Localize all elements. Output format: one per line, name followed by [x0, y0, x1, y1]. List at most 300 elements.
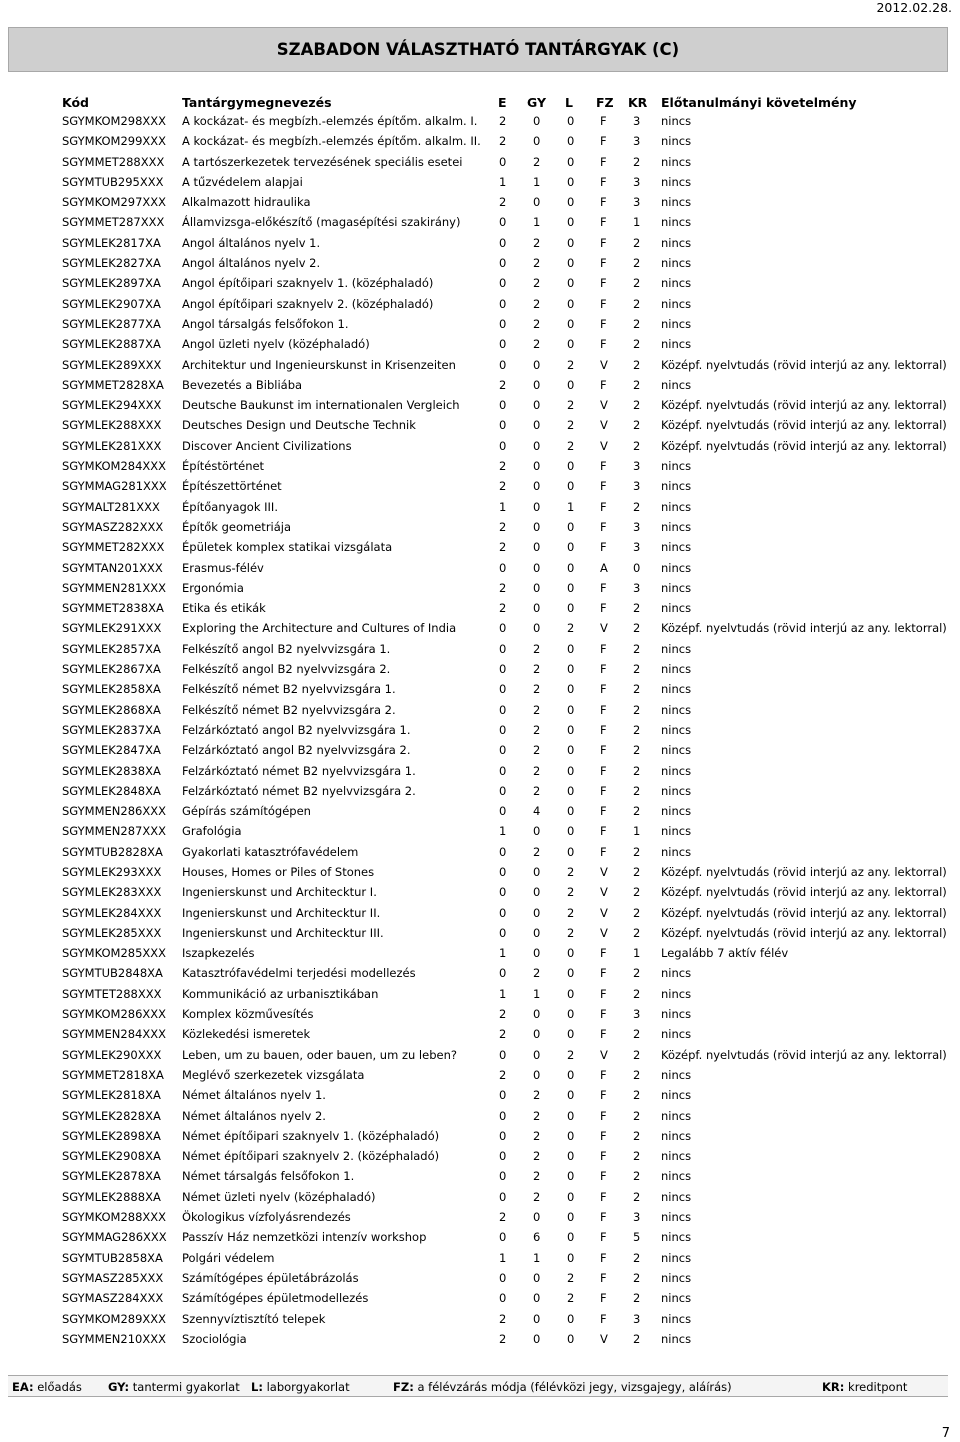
cell-kovetelmeny: Középf. nyelvtudás (rövid interjú az any. lektorral)	[661, 905, 947, 920]
table-row	[0, 253, 960, 273]
cell-kr: 2	[633, 743, 641, 758]
cell-nev: Gyakorlati katasztrófavédelem	[182, 844, 359, 859]
cell-kovetelmeny: nincs	[661, 682, 692, 697]
cell-kovetelmeny: nincs	[661, 662, 692, 677]
legend-kr	[822, 1380, 907, 1394]
cell-nev: Etika és etikák	[182, 601, 266, 616]
cell-e: 0	[499, 154, 507, 169]
cell-nev: Erasmus-félév	[182, 560, 264, 575]
cell-fz: F	[600, 1149, 607, 1164]
cell-nev: Építészettörténet	[182, 479, 282, 494]
cell-kod: SGYMKOM298XXX	[62, 114, 167, 128]
table-row	[0, 1106, 960, 1126]
cell-e: 0	[499, 337, 507, 352]
cell-kovetelmeny: nincs	[661, 479, 692, 494]
cell-gy: 0	[533, 459, 541, 474]
cell-gy: 2	[533, 235, 541, 250]
cell-nev: Komplex közművesítés	[182, 1007, 314, 1022]
cell-l: 2	[567, 864, 575, 879]
cell-l: 0	[567, 662, 575, 677]
cell-fz: F	[600, 702, 607, 717]
cell-e: 2	[499, 540, 507, 555]
cell-l: 0	[567, 114, 575, 128]
cell-fz: V	[600, 1047, 608, 1062]
table-row	[0, 375, 960, 395]
cell-kr: 3	[633, 479, 641, 494]
cell-kovetelmeny: nincs	[661, 804, 692, 819]
cell-gy: 0	[533, 438, 541, 453]
cell-gy: 0	[533, 1291, 541, 1306]
cell-kr: 2	[633, 1047, 641, 1062]
cell-kovetelmeny: nincs	[661, 763, 692, 778]
cell-l: 2	[567, 621, 575, 636]
cell-fz: F	[600, 783, 607, 798]
cell-kod: SGYMLEK2887XA	[62, 337, 161, 352]
cell-kr: 2	[633, 641, 641, 656]
cell-kod: SGYMMAG286XXX	[62, 1230, 167, 1245]
cell-kovetelmeny: nincs	[661, 601, 692, 616]
cell-l: 0	[567, 256, 575, 271]
cell-l: 0	[567, 1067, 575, 1082]
cell-kr: 2	[633, 601, 641, 616]
cell-nev: Discover Ancient Civilizations	[182, 438, 352, 453]
cell-kr: 2	[633, 905, 641, 920]
cell-kovetelmeny: nincs	[661, 1250, 692, 1265]
cell-kod: SGYMLEK2888XA	[62, 1189, 161, 1204]
cell-kod: SGYMMET282XXX	[62, 540, 165, 555]
cell-e: 0	[499, 682, 507, 697]
cell-gy: 1	[533, 174, 541, 189]
cell-kod: SGYMLEK2858XA	[62, 682, 161, 697]
table-row	[0, 537, 960, 557]
cell-kovetelmeny: nincs	[661, 641, 692, 656]
cell-kod: SGYMKOM286XXX	[62, 1007, 167, 1022]
cell-gy: 0	[533, 377, 541, 392]
cell-e: 0	[499, 844, 507, 859]
table-row	[0, 334, 960, 354]
cell-l: 0	[567, 1128, 575, 1143]
cell-kr: 2	[633, 296, 641, 311]
cell-nev: Ingenierskunst und Architecktur III.	[182, 925, 384, 940]
cell-e: 0	[499, 418, 507, 433]
cell-kod: SGYMASZ282XXX	[62, 519, 164, 534]
cell-fz: F	[600, 763, 607, 778]
cell-kr: 2	[633, 804, 641, 819]
table-row	[0, 740, 960, 760]
cell-kod: SGYMTAN201XXX	[62, 560, 163, 575]
cell-kr: 2	[633, 621, 641, 636]
cell-nev: Deutsches Design und Deutsche Technik	[182, 418, 416, 433]
cell-gy: 0	[533, 621, 541, 636]
cell-kovetelmeny: nincs	[661, 1027, 692, 1042]
table-row	[0, 1045, 960, 1065]
cell-nev: Alkalmazott hidraulika	[182, 195, 311, 210]
cell-nev: Ingenierskunst und Architecktur II.	[182, 905, 381, 920]
cell-e: 1	[499, 946, 507, 961]
cell-nev: Felkészítő német B2 nyelvvizsgára 2.	[182, 702, 396, 717]
cell-e: 2	[499, 1331, 507, 1346]
cell-kovetelmeny: nincs	[661, 702, 692, 717]
cell-kovetelmeny: Középf. nyelvtudás (rövid interjú az any. lektorral)	[661, 885, 947, 900]
cell-fz: F	[600, 641, 607, 656]
table-row	[0, 1004, 960, 1024]
cell-fz: F	[600, 844, 607, 859]
cell-kr: 5	[633, 1230, 641, 1245]
cell-e: 0	[499, 398, 507, 413]
cell-gy: 0	[533, 864, 541, 879]
cell-kod: SGYMLEK284XXX	[62, 905, 162, 920]
cell-kr: 3	[633, 1007, 641, 1022]
cell-l: 0	[567, 560, 575, 575]
cell-kr: 2	[633, 256, 641, 271]
column-header-kr: KR	[628, 95, 648, 110]
cell-l: 0	[567, 215, 575, 230]
cell-gy: 0	[533, 1210, 541, 1225]
cell-l: 2	[567, 398, 575, 413]
cell-e: 2	[499, 519, 507, 534]
cell-l: 0	[567, 1210, 575, 1225]
cell-gy: 2	[533, 722, 541, 737]
cell-kovetelmeny: nincs	[661, 844, 692, 859]
page-number: 7	[941, 1426, 950, 1441]
cell-nev: Houses, Homes or Piles of Stones	[182, 864, 375, 879]
cell-kod: SGYMLEK2827XA	[62, 256, 161, 271]
cell-nev: Német üzleti nyelv (középhaladó)	[182, 1189, 376, 1204]
cell-l: 0	[567, 174, 575, 189]
cell-kr: 2	[633, 235, 641, 250]
cell-kod: SGYMLEK289XXX	[62, 357, 162, 372]
cell-nev: Német általános nyelv 2.	[182, 1108, 326, 1123]
cell-kr: 1	[633, 946, 641, 961]
cell-e: 0	[499, 1169, 507, 1184]
cell-kod: SGYMMAG281XXX	[62, 479, 167, 494]
cell-kod: SGYMKOM288XXX	[62, 1210, 167, 1225]
cell-fz: F	[600, 1270, 607, 1285]
table-row	[0, 659, 960, 679]
cell-gy: 0	[533, 398, 541, 413]
cell-nev: Német általános nyelv 1.	[182, 1088, 326, 1103]
cell-kr: 0	[633, 560, 641, 575]
cell-kod: SGYMLEK2818XA	[62, 1088, 161, 1103]
cell-e: 1	[499, 986, 507, 1001]
cell-kovetelmeny: nincs	[661, 114, 692, 128]
cell-fz: F	[600, 1067, 607, 1082]
cell-nev: Államvizsga-előkészítő (magasépítési szakirány)	[182, 215, 461, 230]
cell-kovetelmeny: nincs	[661, 459, 692, 474]
cell-kovetelmeny: nincs	[661, 1088, 692, 1103]
cell-fz: F	[600, 276, 607, 291]
cell-l: 0	[567, 1250, 575, 1265]
cell-gy: 0	[533, 1331, 541, 1346]
cell-l: 0	[567, 195, 575, 210]
cell-gy: 1	[533, 1250, 541, 1265]
cell-gy: 0	[533, 1311, 541, 1326]
cell-nev: A kockázat- és megbízh.-elemzés építőm. alkalm. I.	[182, 114, 478, 128]
cell-kod: SGYMLEK291XXX	[62, 621, 162, 636]
cell-e: 0	[499, 905, 507, 920]
cell-gy: 0	[533, 925, 541, 940]
column-header-e: E	[498, 95, 507, 110]
cell-gy: 0	[533, 418, 541, 433]
cell-fz: F	[600, 1007, 607, 1022]
cell-l: 0	[567, 763, 575, 778]
cell-kr: 2	[633, 885, 641, 900]
cell-nev: Angol építőipari szaknyelv 1. (középhaladó)	[182, 276, 434, 291]
cell-gy: 2	[533, 1108, 541, 1123]
cell-fz: F	[600, 519, 607, 534]
cell-l: 2	[567, 885, 575, 900]
cell-kr: 2	[633, 276, 641, 291]
table-row	[0, 1329, 960, 1349]
cell-nev: Leben, um zu bauen, oder bauen, um zu leben?	[182, 1047, 457, 1062]
table-row	[0, 1207, 960, 1227]
cell-e: 0	[499, 804, 507, 819]
cell-gy: 0	[533, 560, 541, 575]
table-row	[0, 476, 960, 496]
cell-nev: Gépírás számítógépen	[182, 804, 311, 819]
table-row	[0, 172, 960, 192]
cell-fz: V	[600, 1331, 608, 1346]
cell-nev: Polgári védelem	[182, 1250, 275, 1265]
cell-kr: 2	[633, 438, 641, 453]
cell-nev: Építőanyagok III.	[182, 499, 278, 514]
table-row	[0, 720, 960, 740]
cell-kr: 2	[633, 1169, 641, 1184]
cell-l: 0	[567, 783, 575, 798]
cell-nev: Német építőipari szaknyelv 1. (középhaladó)	[182, 1128, 440, 1143]
cell-l: 0	[567, 824, 575, 839]
cell-gy: 0	[533, 519, 541, 534]
cell-e: 1	[499, 824, 507, 839]
cell-nev: Felzárkóztató angol B2 nyelvvizsgára 1.	[182, 722, 411, 737]
cell-fz: F	[600, 1027, 607, 1042]
cell-nev: Exploring the Architecture and Cultures of India	[182, 621, 457, 636]
cell-fz: F	[600, 1210, 607, 1225]
cell-e: 0	[499, 1047, 507, 1062]
cell-fz: F	[600, 134, 607, 149]
cell-gy: 2	[533, 1128, 541, 1143]
column-header-gy: GY	[527, 95, 547, 110]
cell-gy: 0	[533, 905, 541, 920]
cell-nev: Német társalgás felsőfokon 1.	[182, 1169, 355, 1184]
table-row	[0, 152, 960, 172]
cell-nev: Számítógépes épületmodellezés	[182, 1291, 369, 1306]
cell-fz: F	[600, 499, 607, 514]
cell-kod: SGYMMEN286XXX	[62, 804, 166, 819]
cell-l: 0	[567, 641, 575, 656]
cell-fz: V	[600, 905, 608, 920]
table-row	[0, 639, 960, 659]
cell-fz: F	[600, 195, 607, 210]
cell-gy: 2	[533, 256, 541, 271]
table-row	[0, 862, 960, 882]
cell-fz: F	[600, 1250, 607, 1265]
cell-nev: Építők geometriája	[182, 519, 292, 534]
cell-fz: F	[600, 256, 607, 271]
cell-gy: 6	[533, 1230, 541, 1245]
table-row	[0, 1166, 960, 1186]
cell-l: 0	[567, 1108, 575, 1123]
cell-l: 0	[567, 1169, 575, 1184]
table-row	[0, 923, 960, 943]
cell-e: 0	[499, 1291, 507, 1306]
cell-e: 0	[499, 1108, 507, 1123]
course-table-body	[0, 111, 960, 1349]
cell-e: 0	[499, 702, 507, 717]
cell-kod: SGYMTET288XXX	[62, 986, 162, 1001]
cell-kovetelmeny: Középf. nyelvtudás (rövid interjú az any. lektorral)	[661, 357, 947, 372]
cell-e: 0	[499, 864, 507, 879]
cell-l: 0	[567, 946, 575, 961]
table-row	[0, 1126, 960, 1146]
cell-gy: 0	[533, 499, 541, 514]
cell-l: 2	[567, 905, 575, 920]
cell-l: 0	[567, 134, 575, 149]
cell-e: 0	[499, 783, 507, 798]
document-date: 2012.02.28.	[876, 0, 952, 15]
cell-kovetelmeny: nincs	[661, 256, 692, 271]
table-row	[0, 882, 960, 902]
table-row	[0, 192, 960, 212]
cell-gy: 2	[533, 1169, 541, 1184]
cell-kod: SGYMLEK2908XA	[62, 1149, 161, 1164]
cell-l: 2	[567, 1291, 575, 1306]
cell-l: 2	[567, 418, 575, 433]
cell-gy: 2	[533, 1088, 541, 1103]
cell-kovetelmeny: nincs	[661, 1291, 692, 1306]
table-row	[0, 314, 960, 334]
cell-kovetelmeny: nincs	[661, 1230, 692, 1245]
cell-l: 0	[567, 296, 575, 311]
cell-kovetelmeny: nincs	[661, 134, 692, 149]
cell-l: 0	[567, 377, 575, 392]
cell-fz: F	[600, 235, 607, 250]
cell-nev: Passzív Ház nemzetközi intenzív workshop	[182, 1230, 427, 1245]
cell-l: 0	[567, 580, 575, 595]
cell-kod: SGYMLEK2857XA	[62, 641, 161, 656]
legend-gy-key: GY:	[108, 1380, 130, 1394]
cell-kr: 2	[633, 1128, 641, 1143]
cell-kovetelmeny: nincs	[661, 195, 692, 210]
table-row	[0, 598, 960, 618]
cell-gy: 2	[533, 662, 541, 677]
table-row	[0, 761, 960, 781]
cell-nev: Építéstörténet	[182, 459, 265, 474]
cell-fz: F	[600, 662, 607, 677]
legend-l-value: laborgyakorlat	[266, 1380, 350, 1394]
cell-nev: Angol építőipari szaknyelv 2. (középhaladó)	[182, 296, 434, 311]
cell-nev: Felzárkóztató német B2 nyelvvizsgára 1.	[182, 763, 416, 778]
legend-l	[251, 1380, 350, 1394]
cell-nev: A tűzvédelem alapjai	[182, 174, 303, 189]
cell-kod: SGYMKOM297XXX	[62, 195, 167, 210]
cell-kod: SGYMMEN281XXX	[62, 580, 166, 595]
cell-fz: F	[600, 459, 607, 474]
cell-gy: 4	[533, 804, 541, 819]
cell-e: 0	[499, 316, 507, 331]
legend-fz-value: a félévzárás módja (félévközi jegy, vizsgajegy, aláírás)	[417, 1380, 732, 1394]
cell-e: 0	[499, 1270, 507, 1285]
cell-fz: F	[600, 1108, 607, 1123]
cell-kovetelmeny: Középf. nyelvtudás (rövid interjú az any. lektorral)	[661, 621, 947, 636]
cell-kod: SGYMLEK2897XA	[62, 276, 161, 291]
cell-kr: 3	[633, 459, 641, 474]
cell-fz: V	[600, 864, 608, 879]
cell-kod: SGYMLEK2837XA	[62, 722, 161, 737]
legend-kr-value: kreditpont	[848, 1380, 908, 1394]
cell-l: 0	[567, 519, 575, 534]
table-row	[0, 355, 960, 375]
cell-fz: F	[600, 722, 607, 737]
cell-kod: SGYMLEK2847XA	[62, 743, 161, 758]
cell-kr: 2	[633, 1067, 641, 1082]
cell-e: 0	[499, 1230, 507, 1245]
table-row	[0, 943, 960, 963]
cell-e: 0	[499, 621, 507, 636]
cell-kr: 1	[633, 824, 641, 839]
cell-kovetelmeny: Középf. nyelvtudás (rövid interjú az any. lektorral)	[661, 398, 947, 413]
cell-nev: Bevezetés a Bibliába	[182, 377, 303, 392]
cell-kr: 2	[633, 398, 641, 413]
cell-fz: F	[600, 986, 607, 1001]
cell-gy: 2	[533, 154, 541, 169]
cell-nev: Architektur und Ingenieurskunst in Krisenzeiten	[182, 357, 456, 372]
cell-l: 0	[567, 337, 575, 352]
cell-kod: SGYMLEK285XXX	[62, 925, 162, 940]
cell-gy: 2	[533, 337, 541, 352]
cell-kovetelmeny: Középf. nyelvtudás (rövid interjú az any. lektorral)	[661, 864, 947, 879]
cell-gy: 0	[533, 946, 541, 961]
cell-nev: Meglévő szerkezetek vizsgálata	[182, 1067, 365, 1082]
cell-kovetelmeny: nincs	[661, 519, 692, 534]
cell-kr: 2	[633, 986, 641, 1001]
cell-kovetelmeny: Középf. nyelvtudás (rövid interjú az any. lektorral)	[661, 1047, 947, 1062]
table-row	[0, 497, 960, 517]
table-row	[0, 131, 960, 151]
legend-kr-key: KR:	[822, 1380, 845, 1394]
cell-gy: 0	[533, 134, 541, 149]
cell-kod: SGYMMEN287XXX	[62, 824, 166, 839]
cell-kovetelmeny: nincs	[661, 1189, 692, 1204]
cell-l: 0	[567, 601, 575, 616]
legend-ea-key: EA:	[12, 1380, 34, 1394]
cell-fz: F	[600, 601, 607, 616]
table-row	[0, 415, 960, 435]
cell-gy: 1	[533, 215, 541, 230]
cell-e: 2	[499, 1210, 507, 1225]
table-row	[0, 984, 960, 1004]
cell-kod: SGYMKOM285XXX	[62, 946, 167, 961]
cell-kr: 2	[633, 1270, 641, 1285]
cell-kod: SGYMTUB2848XA	[62, 966, 163, 981]
cell-e: 0	[499, 256, 507, 271]
cell-gy: 2	[533, 682, 541, 697]
cell-kr: 2	[633, 337, 641, 352]
legend-fz-key: FZ:	[393, 1380, 414, 1394]
table-row	[0, 233, 960, 253]
cell-gy: 2	[533, 783, 541, 798]
table-row	[0, 781, 960, 801]
cell-gy: 2	[533, 966, 541, 981]
cell-kr: 2	[633, 1027, 641, 1042]
cell-l: 0	[567, 276, 575, 291]
cell-nev: Angol általános nyelv 2.	[182, 256, 321, 271]
cell-l: 2	[567, 438, 575, 453]
cell-kovetelmeny: Középf. nyelvtudás (rövid interjú az any. lektorral)	[661, 438, 947, 453]
cell-e: 1	[499, 174, 507, 189]
cell-nev: Felkészítő angol B2 nyelvvizsgára 1.	[182, 641, 391, 656]
cell-kod: SGYMKOM284XXX	[62, 459, 167, 474]
